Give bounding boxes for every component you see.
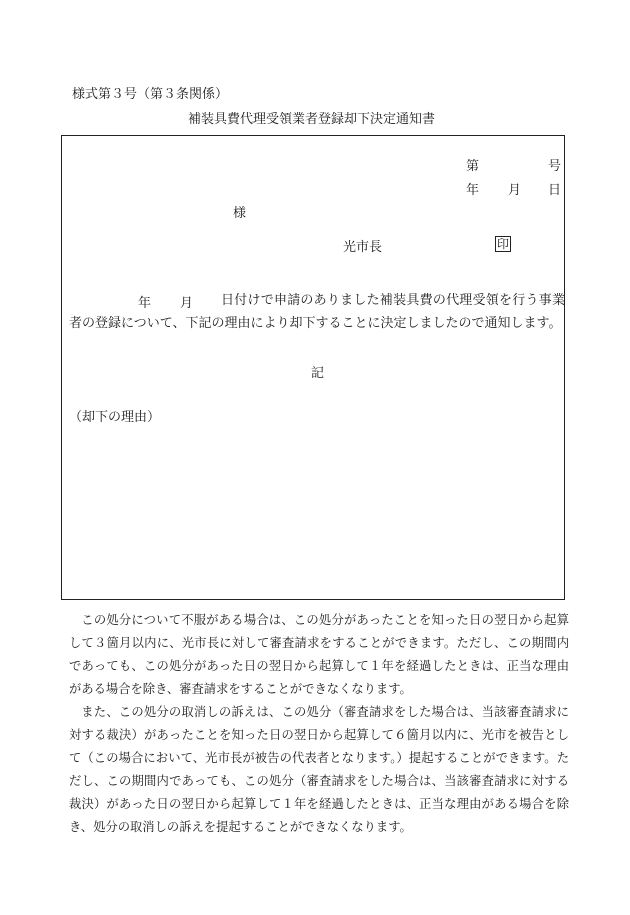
issuer: 光市長	[343, 240, 383, 255]
form-number: 様式第３号（第３条関係）	[72, 87, 229, 102]
body-month-label: 月	[180, 296, 194, 311]
date-year-label: 年	[466, 183, 480, 198]
addressee-suffix: 様	[233, 206, 247, 221]
document-title: 補装具費代理受領業者登録却下決定通知書	[188, 112, 436, 127]
body-paragraph: 日付けで申請のありました補装具費の代理受領を行う事業者の登録について、下記の理由により却下することに決定しましたので通知します。	[69, 293, 565, 331]
notes-paragraph-2: また、この処分の取消しの訴えは、この処分（審査請求をした場合は、当該審査請求に対する裁決）があったことを知った日の翌日から起算して６箇月以内に、光市を被告として（この場合において、光市長が被告の代表者となります。）提起することができます。ただし、この期間内であっても、この処分（審査請求をした場合は、当該審査請求に対する裁決）があった日の翌日から起算して１年を経過したときは、正当な理由がある場合を除き、処分の取消しの訴えを提起することができなくなります。	[69, 705, 569, 834]
number-suffix: 号	[548, 159, 562, 174]
seal-icon	[495, 236, 511, 252]
date-month-label: 月	[508, 183, 522, 198]
ki-label: 記	[311, 366, 325, 381]
body-year-label: 年	[138, 296, 152, 311]
notes	[69, 609, 569, 839]
seal-mark: 印	[497, 237, 510, 251]
notes-paragraph-1: この処分について不服がある場合は、この処分があったことを知った日の翌日から起算して３箇月以内に、光市長に対して審査請求をすることができます。ただし、この期間内であっても、この処分があった日の翌日から起算して１年を経過したときは、正当な理由がある場合を除き、審査請求をすることができなくなります。	[69, 613, 569, 696]
date-day-label: 日	[548, 183, 562, 198]
reason-label: （却下の理由）	[69, 410, 161, 425]
number-prefix: 第	[466, 159, 480, 174]
